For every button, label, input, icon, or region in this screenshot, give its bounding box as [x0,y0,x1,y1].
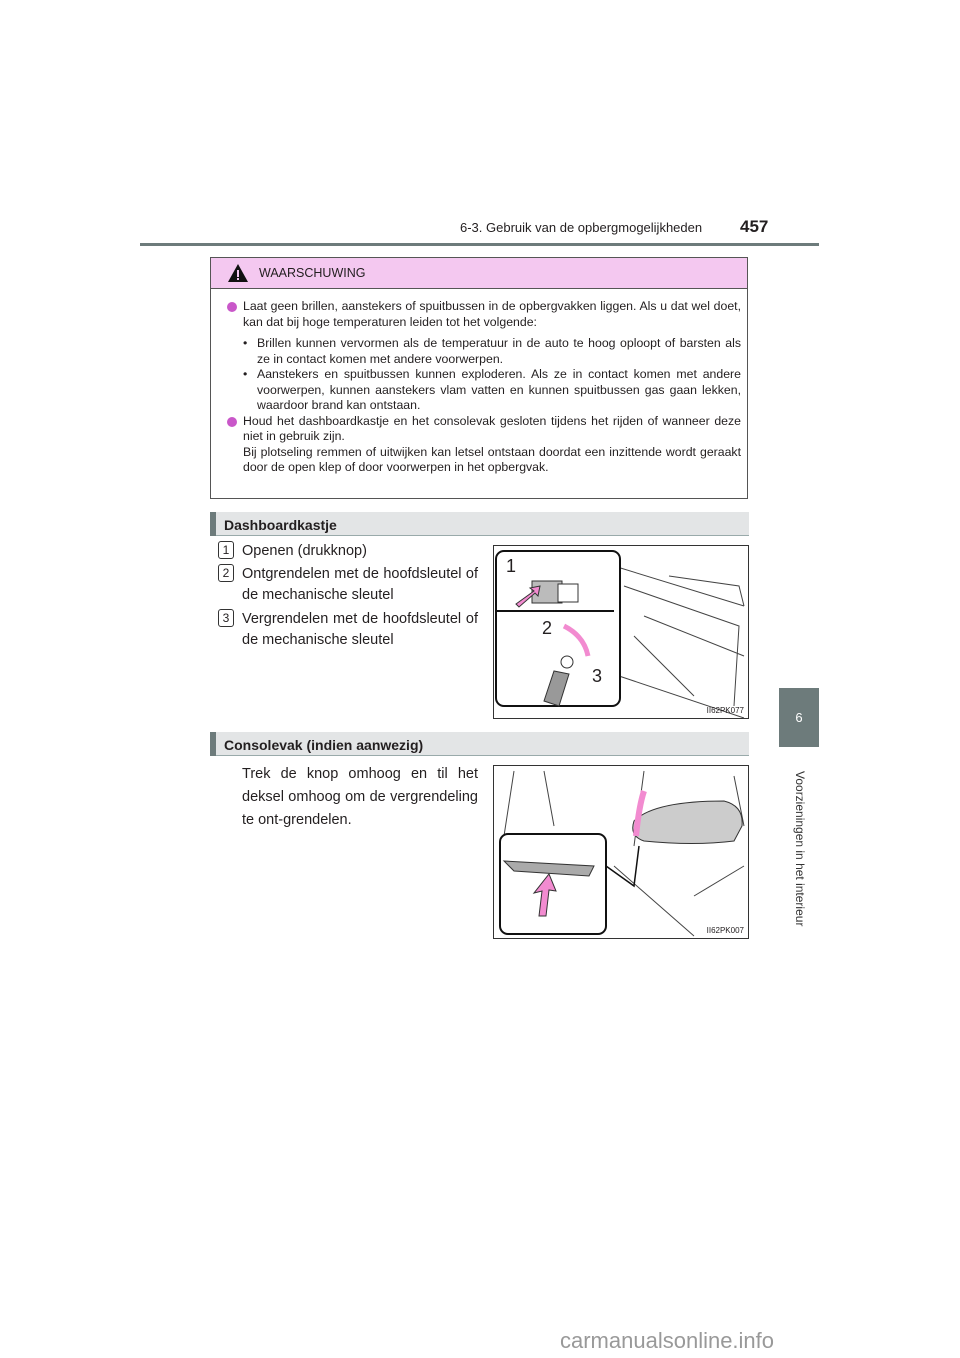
item-number: 3 [218,609,234,627]
bullet-icon [227,302,237,312]
sub-text: Aanstekers en spuitbussen kunnen exploderen. Als ze in contact komen met andere voorwerpen, kunnen aanstekers vlam vatten en kunnen spuitbussen gas gaan lekken, waardoor brand kan ontstaan. [257,367,741,412]
warning-box [210,257,748,499]
console-text: Trek de knop omhoog en til het deksel omhoog om de vergrendeling te ont-grendelen. [242,766,478,828]
item-text: Vergrendelen met de hoofdsleutel of de mechanische sleutel [242,611,478,648]
warning-title: WAARSCHUWING [259,266,366,280]
warning-sub: • Brillen kunnen vervormen als de temperatuur in de auto te hoog oploopt of barsten als ze in contact komen met andere voorwerpen. [243,336,741,366]
console-figure [493,765,749,939]
item-number: 2 [218,564,234,582]
callout-3: 3 [592,666,603,686]
bullet-text: Houd het dashboardkastje en het consolevak gesloten tijdens het rijden of wanneer deze niet in gebruik zijn. [243,413,741,443]
item-number: 1 [218,541,234,559]
chapter-title: Voorzieningen in het interieur [793,771,807,927]
bullet-icon [227,417,237,427]
list-item [218,609,478,651]
console-illustration [494,766,748,938]
sub-text: Brillen kunnen vervormen als de temperatuur in de auto te hoog oploopt of barsten als ze in contact komen met andere voorwerpen. [257,336,741,366]
warning-header [211,258,747,289]
warning-icon [227,263,249,283]
callout-1: 1 [506,556,517,576]
warning-bullet [225,414,741,476]
page-number: 457 [740,217,769,236]
header-rule [140,243,819,246]
warning-bullet [225,299,741,330]
figure-code: II62PK077 [706,706,744,715]
list-item [218,564,478,606]
chapter-tab: 6 [779,688,819,747]
item-text: Openen (drukknop) [242,543,367,559]
item-text: Ontgrendelen met de hoofdsleutel of de mechanische sleutel [242,566,478,603]
figure-code: II62PK007 [706,926,744,935]
list-item [218,541,478,562]
warning-sub: • Aanstekers en spuitbussen kunnen exploderen. Als ze in contact komen met andere voorwerpen, kunnen aanstekers vlam vatten en kunnen spuitbussen gas gaan lekken, waardoor brand kan ontstaan. [243,367,741,412]
callout-2: 2 [542,618,553,638]
section-heading: Dashboardkastje [210,512,749,536]
glovebox-figure [493,545,749,719]
bullet-text: Laat geen brillen, aanstekers of spuitbussen in de opbergvakken liggen. Als u dat wel doet, kan dat bij hoge temperaturen leiden tot het volgende: [243,299,741,329]
watermark: carmanualsonline.info [560,1328,775,1353]
section-heading: Consolevak (indien aanwezig) [210,732,749,756]
section-title: 6-3. Gebruik van de opbergmogelijkheden [460,220,703,235]
glovebox-illustration [494,546,748,718]
bullet-text: Bij plotseling remmen of uitwijken kan letsel ontstaan doordat een inzittende wordt geraakt door de open klep of door voorwerpen in het opbergvak. [243,444,741,474]
